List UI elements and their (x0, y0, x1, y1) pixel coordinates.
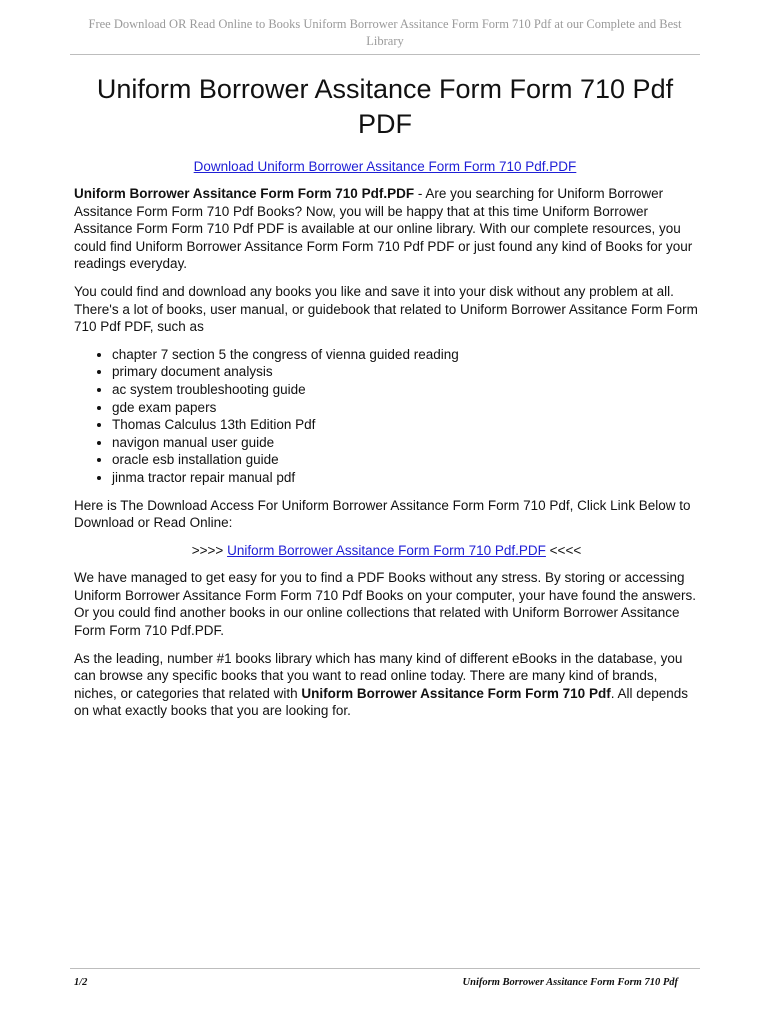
list-item: • jinma tractor repair manual pdf (112, 469, 699, 487)
list-item: • oracle esb installation guide (112, 451, 699, 469)
list-item: • primary document analysis (112, 363, 699, 381)
page-number: 1/2 (74, 977, 88, 988)
paragraph-leading-bold: Uniform Borrower Assitance Form Form 710 Pdf (301, 685, 611, 701)
read-online-link[interactable]: Uniform Borrower Assitance Form Form 710 Pdf.PDF (227, 542, 546, 558)
intro-bold-title: Uniform Borrower Assitance Form Form 710 Pdf.PDF (74, 186, 415, 201)
intro-paragraph (74, 185, 699, 273)
paragraph-download-access: Here is The Download Access For Uniform Borrower Assitance Form Form 710 Pdf, Click Link Below to Download or Read Online: (74, 497, 691, 531)
paragraph-related-books: You could find and download any books you like and save it into your disk without any problem at all. There's a lot of books, user manual, or guidebook that related to Uniform Borrower Assitance Form Form 710 Pdf PDF, such as (74, 283, 698, 335)
list-item: • Thomas Calculus 13th Edition Pdf (112, 416, 699, 434)
download-link-line (70, 158, 700, 176)
list-item: • navigon manual user guide (112, 434, 699, 452)
footer-divider (70, 968, 700, 969)
document-body (74, 185, 699, 730)
link-suffix: <<<< (545, 542, 582, 558)
document-title: Uniform Borrower Assitance Form Form 710 Pdf PDF (96, 74, 674, 139)
paragraph-leading-text-2: . All depends on what exactly books that you are looking for. (74, 685, 689, 719)
paragraph-leading-text-1: As the leading, number #1 books library which has many kind of different eBooks in the database, you can browse any specific books that you want to read online today. There are many kind of brands, niches, or categories that related with (74, 650, 683, 701)
header-divider (70, 54, 700, 55)
footer-title: Uniform Borrower Assitance Form Form 710 Pdf (462, 977, 678, 988)
paragraph-leading-library (74, 650, 699, 720)
link-prefix: >>>> (191, 542, 228, 558)
intro-text: - Are you searching for Uniform Borrower Assitance Form Form 710 Pdf Books? Now, you will be happy that at this time Uniform Borrower Assitance Form Form 710 Pdf PDF is available at our online library. With our complete resources, you could find Uniform Borrower Assitance Form Form 710 Pdf PDF or just found any kind of Books for your readings everyday. (74, 186, 693, 272)
related-books-list (74, 346, 699, 487)
page-header: Free Download OR Read Online to Books Uniform Borrower Assitance Form Form 710 Pdf at our Complete and Best Library (88, 17, 682, 48)
paragraph-managed: We have managed to get easy for you to find a PDF Books without any stress. By storing or accessing Uniform Borrower Assitance Form Form 710 Pdf Books on your computer, your have found the answers. Or you could find another books in our online collections that related with Uniform Borrower Assitance Form Form 710 Pdf.PDF. (74, 570, 697, 639)
read-online-link-line (74, 542, 699, 560)
download-link[interactable]: Download Uniform Borrower Assitance Form Form 710 Pdf.PDF (193, 159, 577, 174)
list-item: • chapter 7 section 5 the congress of vienna guided reading (112, 346, 699, 364)
list-item: • ac system troubleshooting guide (112, 381, 699, 399)
list-item: • gde exam papers (112, 399, 699, 417)
